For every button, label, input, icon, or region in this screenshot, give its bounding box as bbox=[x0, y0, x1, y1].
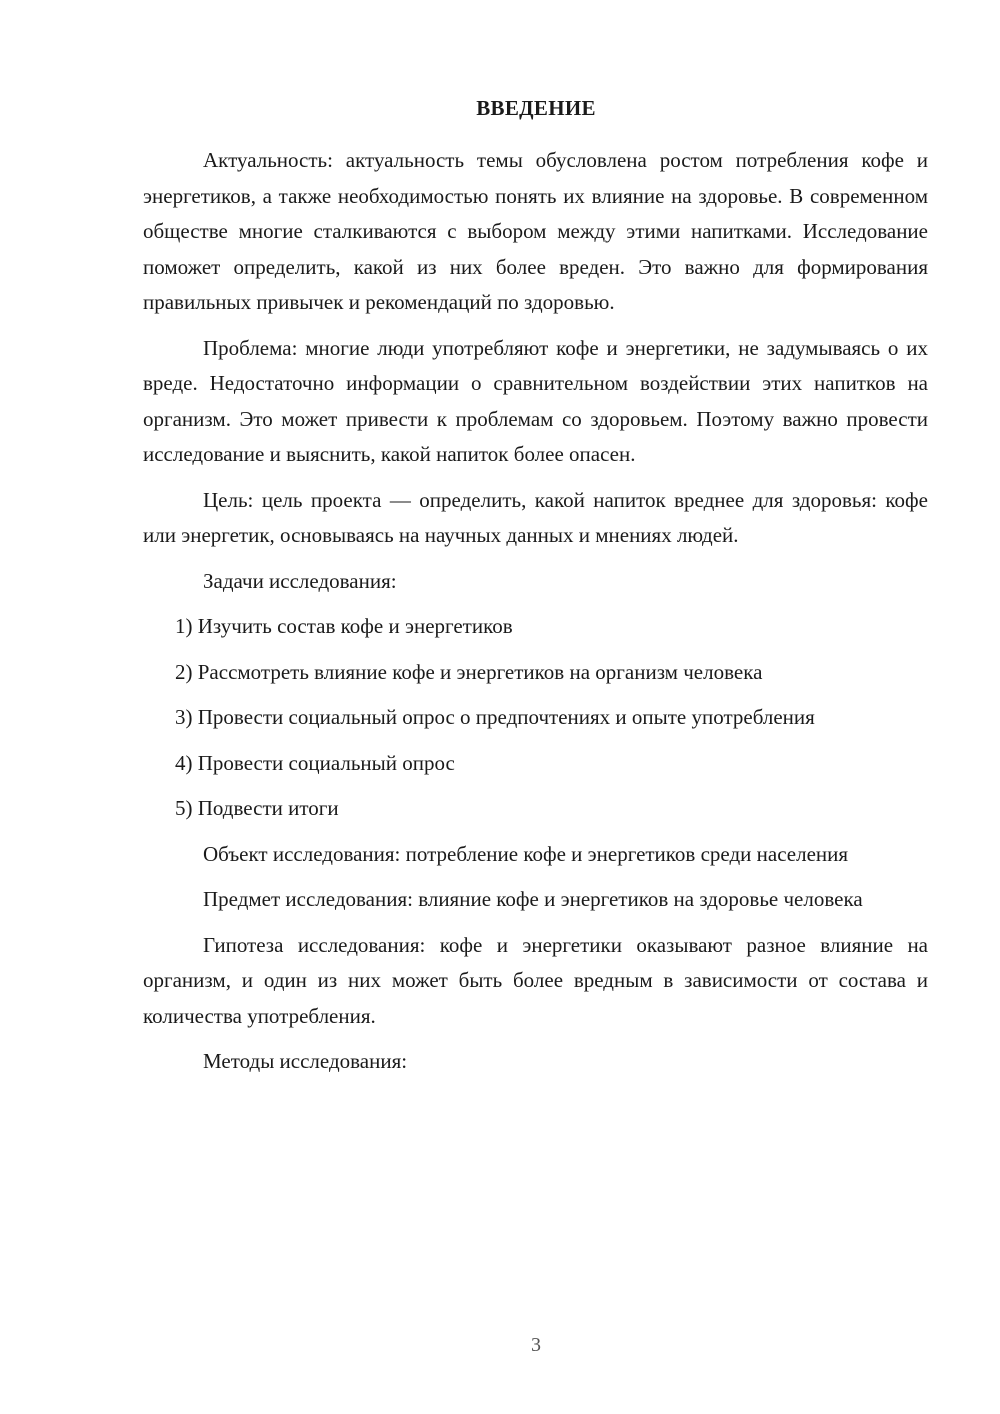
task-item-5: 5) Подвести итоги bbox=[175, 796, 339, 820]
section-heading: ВВЕДЕНИЕ bbox=[476, 96, 596, 120]
body-text bbox=[143, 143, 928, 1090]
hypothesis-paragraph: Гипотеза исследования: кофе и энергетики оказывают разное влияние на организм, и один из них может быть более вредным в зависимости от состава и количества употребления. bbox=[143, 932, 928, 1028]
tasks-heading: Задачи исследования: bbox=[203, 568, 397, 593]
task-item-1: 1) Изучить состав кофе и энергетиков bbox=[175, 614, 513, 638]
subject-paragraph: Предмет исследования: влияние кофе и энергетиков на здоровье человека bbox=[203, 887, 863, 911]
task-item-2: 2) Рассмотреть влияние кофе и энергетиков на организм человека bbox=[175, 659, 763, 684]
methods-heading: Методы исследования: bbox=[203, 1049, 408, 1073]
page-number: 3 bbox=[531, 1334, 541, 1356]
goal-paragraph: Цель: цель проекта — определить, какой напиток вреднее для здоровья: кофе или энергетик, основываясь на научных данных и мнениях людей. bbox=[143, 487, 928, 547]
relevance-paragraph: Актуальность: актуальность темы обусловлена ростом потребления кофе и энергетиков, а также необходимостью понять их влияние на здоровье. В современном обществе многие сталкиваются с выбором между этими напитками. Исследование поможет определить, какой из них более вреден. Это важно для формирования правильных привычек и рекомендаций по здоровью. bbox=[143, 148, 928, 314]
problem-paragraph: Проблема: многие люди употребляют кофе и энергетики, не задумываясь о их вреде. Недостаточно информации о сравнительном воздействии этих напитков на организм. Это может привести к проблемам со здоровьем. Поэтому важно провести исследование и выяснить, какой напиток более опасен. bbox=[143, 335, 928, 466]
task-item-4: 4) Провести социальный опрос bbox=[175, 750, 455, 775]
object-paragraph: Объект исследования: потребление кофе и энергетиков среди населения bbox=[203, 841, 849, 866]
task-item-3: 3) Провести социальный опрос о предпочтениях и опыте употребления bbox=[175, 705, 815, 729]
